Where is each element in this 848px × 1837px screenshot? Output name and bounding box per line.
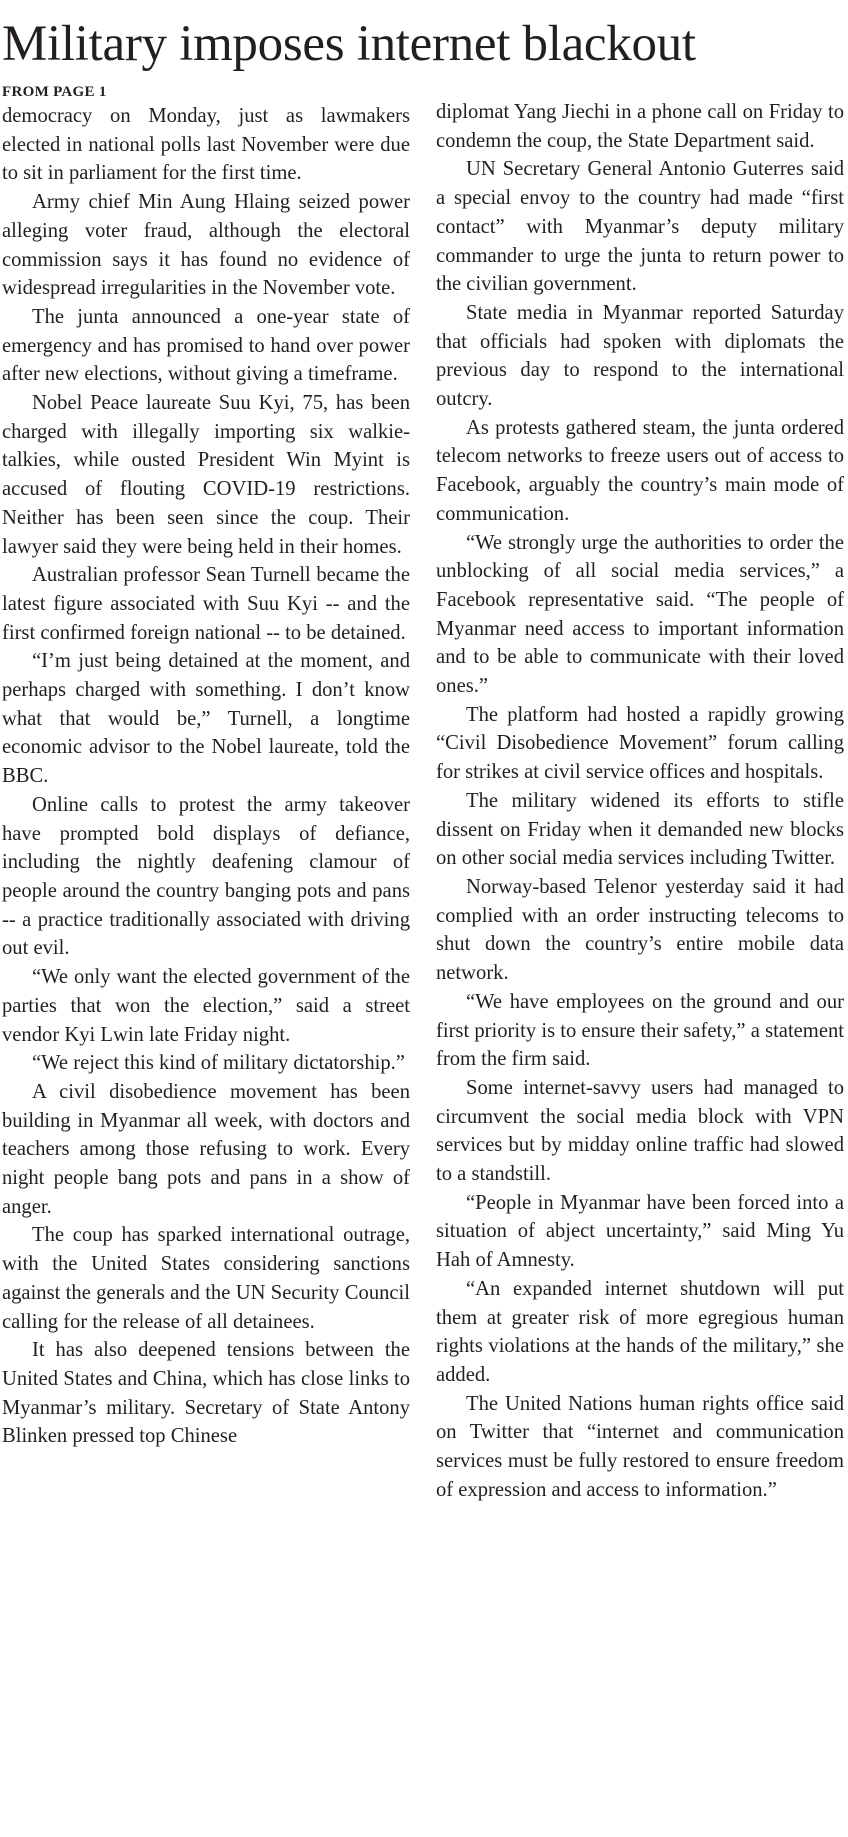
paragraph: “We reject this kind of military dictatorship.”	[32, 1052, 405, 1075]
paragraph: A civil disobedience movement has been building in Myanmar all week, with doctors and teachers among those refusing to work. Every night people bang pots and pans in a show of anger.	[2, 1080, 410, 1218]
paragraph: “We strongly urge the authorities to order the unblocking of all social media services,” a Facebook representative said. “The people of Myanmar need access to important information and to be able to communicate with their loved ones.”	[436, 531, 844, 698]
paragraph: Online calls to protest the army takeover have prompted bold displays of defiance, including the nightly deafening clamour of people around the country banging pots and pans -- a practice traditionally associated with driving out evil.	[2, 793, 410, 960]
paragraph: Nobel Peace laureate Suu Kyi, 75, has been charged with illegally importing six walkie-talkies, while ousted President Win Myint is accused of flouting COVID-19 restrictions. Neither has been seen since the coup. Their lawyer said they were being held in their homes.	[2, 392, 410, 558]
paragraph: The military widened its efforts to stifle dissent on Friday when it demanded new blocks on other social media services including Twitter.	[436, 789, 844, 870]
paragraph: Some internet-savvy users had managed to circumvent the social media block with VPN services but by midday online traffic had slowed to a standstill.	[436, 1076, 844, 1186]
headline: Military imposes internet blackout	[2, 16, 696, 72]
paragraph: The junta announced a one-year state of emergency and has promised to hand over power after new elections, without giving a timeframe.	[2, 305, 410, 386]
paragraph: “We have employees on the ground and our first priority is to ensure their safety,” a statement from the firm said.	[436, 990, 844, 1071]
article-column-right	[436, 98, 844, 1504]
paragraph: “We only want the elected government of the parties that won the election,” said a street vendor Kyi Lwin late Friday night.	[2, 966, 410, 1046]
paragraph: It has also deepened tensions between the United States and China, which has close links to Myanmar’s military. Secretary of State Antony Blinken pressed top Chinese	[2, 1339, 410, 1448]
paragraph: Australian professor Sean Turnell became the latest figure associated with Suu Kyi -- and the first confirmed foreign national -- to be detained.	[2, 564, 410, 644]
paragraph: The platform had hosted a rapidly growing “Civil Disobedience Movement” forum calling for strikes at civil service offices and hospitals.	[436, 703, 844, 784]
jump-label: FROM PAGE 1	[2, 84, 107, 100]
paragraph: UN Secretary General Antonio Guterres said a special envoy to the country had made “first contact” with Myanmar’s deputy military commander to urge the junta to return power to the civilian government.	[436, 158, 844, 296]
paragraph: democracy on Monday, just as lawmakers elected in national polls last November were due to sit in parliament for the first time.	[2, 105, 410, 185]
paragraph: diplomat Yang Jiechi in a phone call on Friday to condemn the coup, the State Department said.	[436, 101, 844, 152]
paragraph: “An expanded internet shutdown will put them at greater risk of more egregious human rights violations at the hands of the military,” she added.	[436, 1277, 844, 1386]
paragraph: The coup has sparked international outrage, with the United States considering sanctions against the generals and the UN Security Council calling for the release of all detainees.	[2, 1224, 410, 1333]
paragraph: As protests gathered steam, the junta ordered telecom networks to freeze users out of access to Facebook, arguably the country’s main mode of communication.	[436, 416, 844, 525]
article-column-left	[2, 84, 410, 1451]
paragraph: Norway-based Telenor yesterday said it had complied with an order instructing telecoms to shut down the country’s entire mobile data network.	[436, 875, 844, 985]
paragraph: State media in Myanmar reported Saturday that officials had spoken with diplomats the previous day to respond to the international outcry.	[436, 301, 844, 411]
paragraph: “I’m just being detained at the moment, and perhaps charged with something. I don’t know what that would be,” Turnell, a longtime economic advisor to the Nobel laureate, told the BBC.	[2, 650, 410, 788]
paragraph: “People in Myanmar have been forced into a situation of abject uncertainty,” said Ming Yu Hah of Amnesty.	[436, 1191, 844, 1272]
paragraph: The United Nations human rights office said on Twitter that “internet and communication services must be fully restored to ensure freedom of expression and access to information.”	[436, 1392, 844, 1501]
paragraph: Army chief Min Aung Hlaing seized power alleging voter fraud, although the electoral commission says it has found no evidence of widespread irregularities in the November vote.	[2, 191, 410, 300]
